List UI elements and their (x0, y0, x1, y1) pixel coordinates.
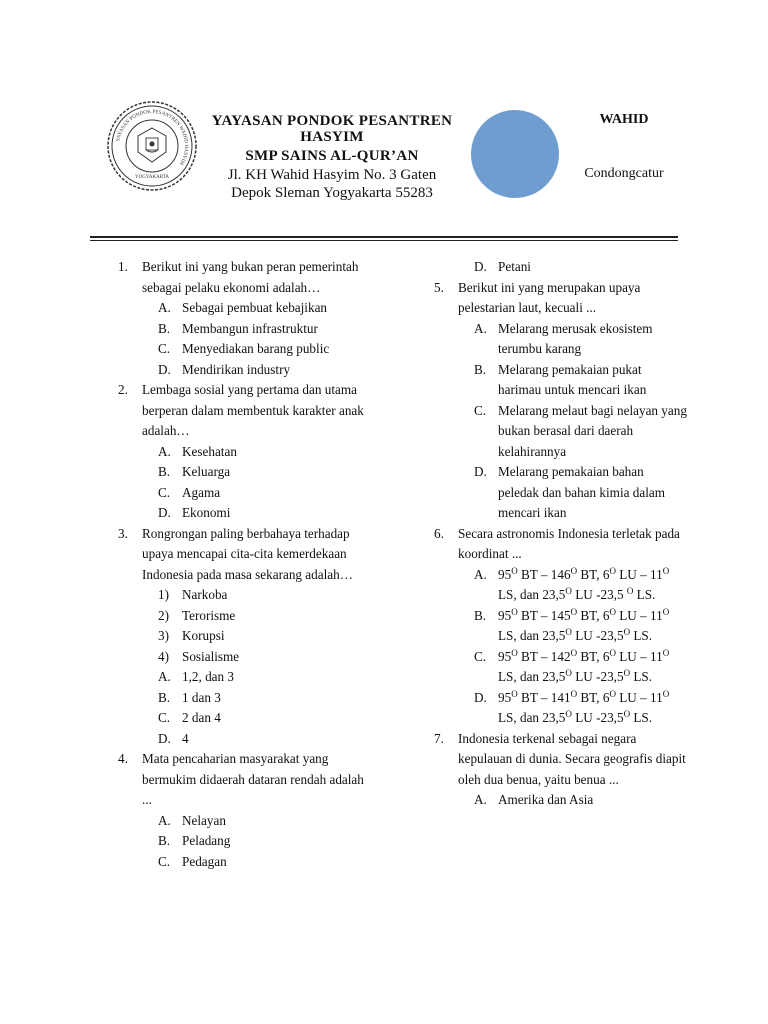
option-text: 1,2, dan 3 (182, 669, 235, 684)
question-number: 2. (118, 382, 128, 397)
statement-text: Korupsi (182, 628, 225, 643)
option-text: Amerika dan Asia (498, 792, 594, 807)
option-b (112, 319, 372, 340)
option-d (112, 360, 372, 381)
option-text: Melarang pemakaian bahan peledak dan bahan kimia dalam mencari ikan (498, 464, 665, 520)
statement-2 (112, 606, 372, 627)
header-right-bold: WAHID (599, 112, 649, 127)
option-label: B. (474, 607, 487, 623)
option-d (428, 688, 688, 729)
question-number: 5. (434, 279, 444, 295)
address-line2: Depok Sleman Yogyakarta 55283 (231, 185, 433, 201)
option-label: B. (158, 320, 171, 336)
option-text: $95^O$ BT – $141^O$ BT, $6^O$ LU – $11^O$ LS, dan $23,5^O$ LU $-23,5^O$ LS. (498, 688, 670, 725)
option-text: Sebagai pembuat kebajikan (182, 300, 328, 315)
option-text: $95^O$ BT – $146^O$ BT, $6^O$ LU – $11^O$ LS, dan $23,5^O$ LU -23,5 $^O$ LS. (498, 565, 670, 602)
option-text: 2 dan 4 (182, 710, 221, 725)
option-text: Ekonomi (182, 505, 231, 520)
question-text: Berikut ini yang merupakan upaya pelestarian laut, kecuali ... (458, 279, 641, 315)
option-text: 4 (182, 730, 189, 746)
option-c (112, 852, 372, 873)
option-text: Kesehatan (182, 443, 237, 459)
question-number: 1. (118, 259, 128, 274)
option-text: Melarang merusak ekosistem terumbu karang (498, 320, 653, 356)
option-label: A. (474, 792, 487, 807)
option-c (428, 401, 688, 463)
option-text: Keluarga (182, 464, 231, 479)
question-number: 4. (118, 751, 128, 766)
question-3 (112, 524, 372, 586)
statement-label: 4) (158, 648, 169, 664)
option-d (428, 257, 688, 278)
question-number: 6. (434, 525, 444, 541)
option-text: Melarang pemakaian pukat harimau untuk mencari ikan (498, 361, 647, 397)
option-d (112, 503, 372, 524)
option-d (428, 462, 688, 524)
option-a (112, 811, 372, 832)
question-6 (428, 524, 688, 565)
org-name-line2: HASYIM (300, 129, 364, 145)
option-b (112, 688, 372, 709)
option-label: D. (158, 505, 171, 520)
option-label: C. (158, 710, 171, 725)
school-seal-logo (106, 100, 198, 192)
question-4 (112, 749, 372, 811)
header-right-text: Condongcatur (584, 166, 664, 181)
right-column (428, 257, 688, 811)
statement-label: 1) (158, 587, 169, 602)
option-text: Peladang (182, 833, 231, 848)
option-text: Agama (182, 484, 221, 500)
school-name: SMP SAINS AL-QUR’AN (245, 148, 419, 164)
header-divider-thin (90, 240, 678, 241)
question-text: Secara astronomis Indonesia terletak pada koordinat ... (458, 525, 680, 561)
option-a (112, 298, 372, 319)
question-1 (112, 257, 372, 298)
option-text: Mendirikan industry (182, 361, 291, 377)
option-text: 1 dan 3 (182, 689, 221, 705)
statement-label: 3) (158, 628, 169, 643)
option-label: D. (474, 259, 487, 274)
option-a (428, 790, 688, 811)
option-b (428, 360, 688, 401)
address-line1: Jl. KH Wahid Hasyim No. 3 Gaten (227, 167, 437, 183)
option-c (112, 483, 372, 504)
option-b (112, 462, 372, 483)
statement-1 (112, 585, 372, 606)
header-divider-thick (90, 236, 678, 238)
option-b (112, 831, 372, 852)
option-label: C. (158, 853, 171, 869)
option-label: B. (158, 833, 171, 848)
question-7 (428, 729, 688, 791)
option-d (112, 729, 372, 750)
option-text: Petani (498, 259, 531, 274)
option-a (428, 319, 688, 360)
option-label: B. (158, 464, 171, 479)
option-label: A. (158, 300, 171, 315)
option-label: C. (474, 402, 487, 418)
statement-text: Narkoba (182, 587, 228, 602)
question-text: Rongrongan paling berbahaya terhadap upaya mencapai cita-cita kemerdekaan Indonesia pada masa sekarang adalah… (142, 525, 353, 582)
question-text: Berikut ini yang bukan peran pemerintah sebagai pelaku ekonomi adalah… (142, 259, 359, 295)
question-2 (112, 380, 372, 442)
option-text: Melarang melaut bagi nelayan yang bukan berasal dari daerah kelahirannya (498, 402, 687, 459)
option-c (112, 339, 372, 360)
statement-text: Sosialisme (182, 648, 240, 664)
question-number: 7. (434, 730, 444, 746)
option-text: $95^O$ BT – $142^O$ BT, $6^O$ LU – $11^O$ LS, dan $23,5^O$ LU $-23,5^O$ LS. (498, 647, 670, 684)
option-a (428, 565, 688, 606)
org-name-line1: YAYASAN PONDOK PESANTREN (211, 113, 453, 129)
option-label: B. (158, 689, 171, 705)
option-label: A. (158, 669, 171, 684)
option-label: D. (474, 464, 487, 479)
option-text: Menyediakan barang public (182, 341, 330, 356)
option-label: C. (474, 648, 487, 664)
question-text: Mata pencaharian masyarakat yang bermukim didaerah dataran rendah adalah ... (142, 751, 364, 807)
svg-text:YAYASAN PONDOK PESANTREN WAHID: YAYASAN PONDOK PESANTREN WAHID HASYIM (115, 108, 190, 166)
option-a (112, 667, 372, 688)
question-number: 3. (118, 525, 128, 541)
statement-text: Terorisme (182, 607, 236, 623)
option-a (112, 442, 372, 463)
question-text: Lembaga sosial yang pertama dan utama berperan dalam membentuk karakter anak adalah… (142, 382, 364, 438)
statement-3 (112, 626, 372, 647)
option-text: Membangun infrastruktur (182, 320, 318, 336)
svg-text:YOGYAKARTA: YOGYAKARTA (134, 175, 170, 180)
option-text: Nelayan (182, 812, 226, 828)
option-label: D. (474, 689, 487, 705)
option-text: $95^O$ BT – $145^O$ BT, $6^O$ LU – $11^O$ LS, dan $23,5^O$ LU $-23,5^O$ LS. (498, 606, 670, 643)
option-label: A. (158, 443, 171, 459)
option-label: A. (474, 566, 487, 582)
question-5 (428, 278, 688, 319)
question-text: Indonesia terkenal sebagai negara kepulauan di dunia. Secara geografis diapit oleh dua benua, yaitu benua ... (458, 730, 686, 787)
option-label: D. (158, 361, 171, 377)
blue-circle-shape (471, 110, 559, 198)
option-b (428, 606, 688, 647)
option-label: A. (158, 812, 171, 828)
option-label: C. (158, 484, 171, 500)
option-label: B. (474, 361, 487, 377)
left-column (112, 257, 372, 872)
option-label: C. (158, 341, 171, 356)
statement-label: 2) (158, 607, 169, 623)
statement-4 (112, 647, 372, 668)
option-label: A. (474, 320, 487, 336)
option-c (112, 708, 372, 729)
option-label: D. (158, 730, 171, 746)
option-text: Pedagan (182, 853, 227, 869)
option-c (428, 647, 688, 688)
